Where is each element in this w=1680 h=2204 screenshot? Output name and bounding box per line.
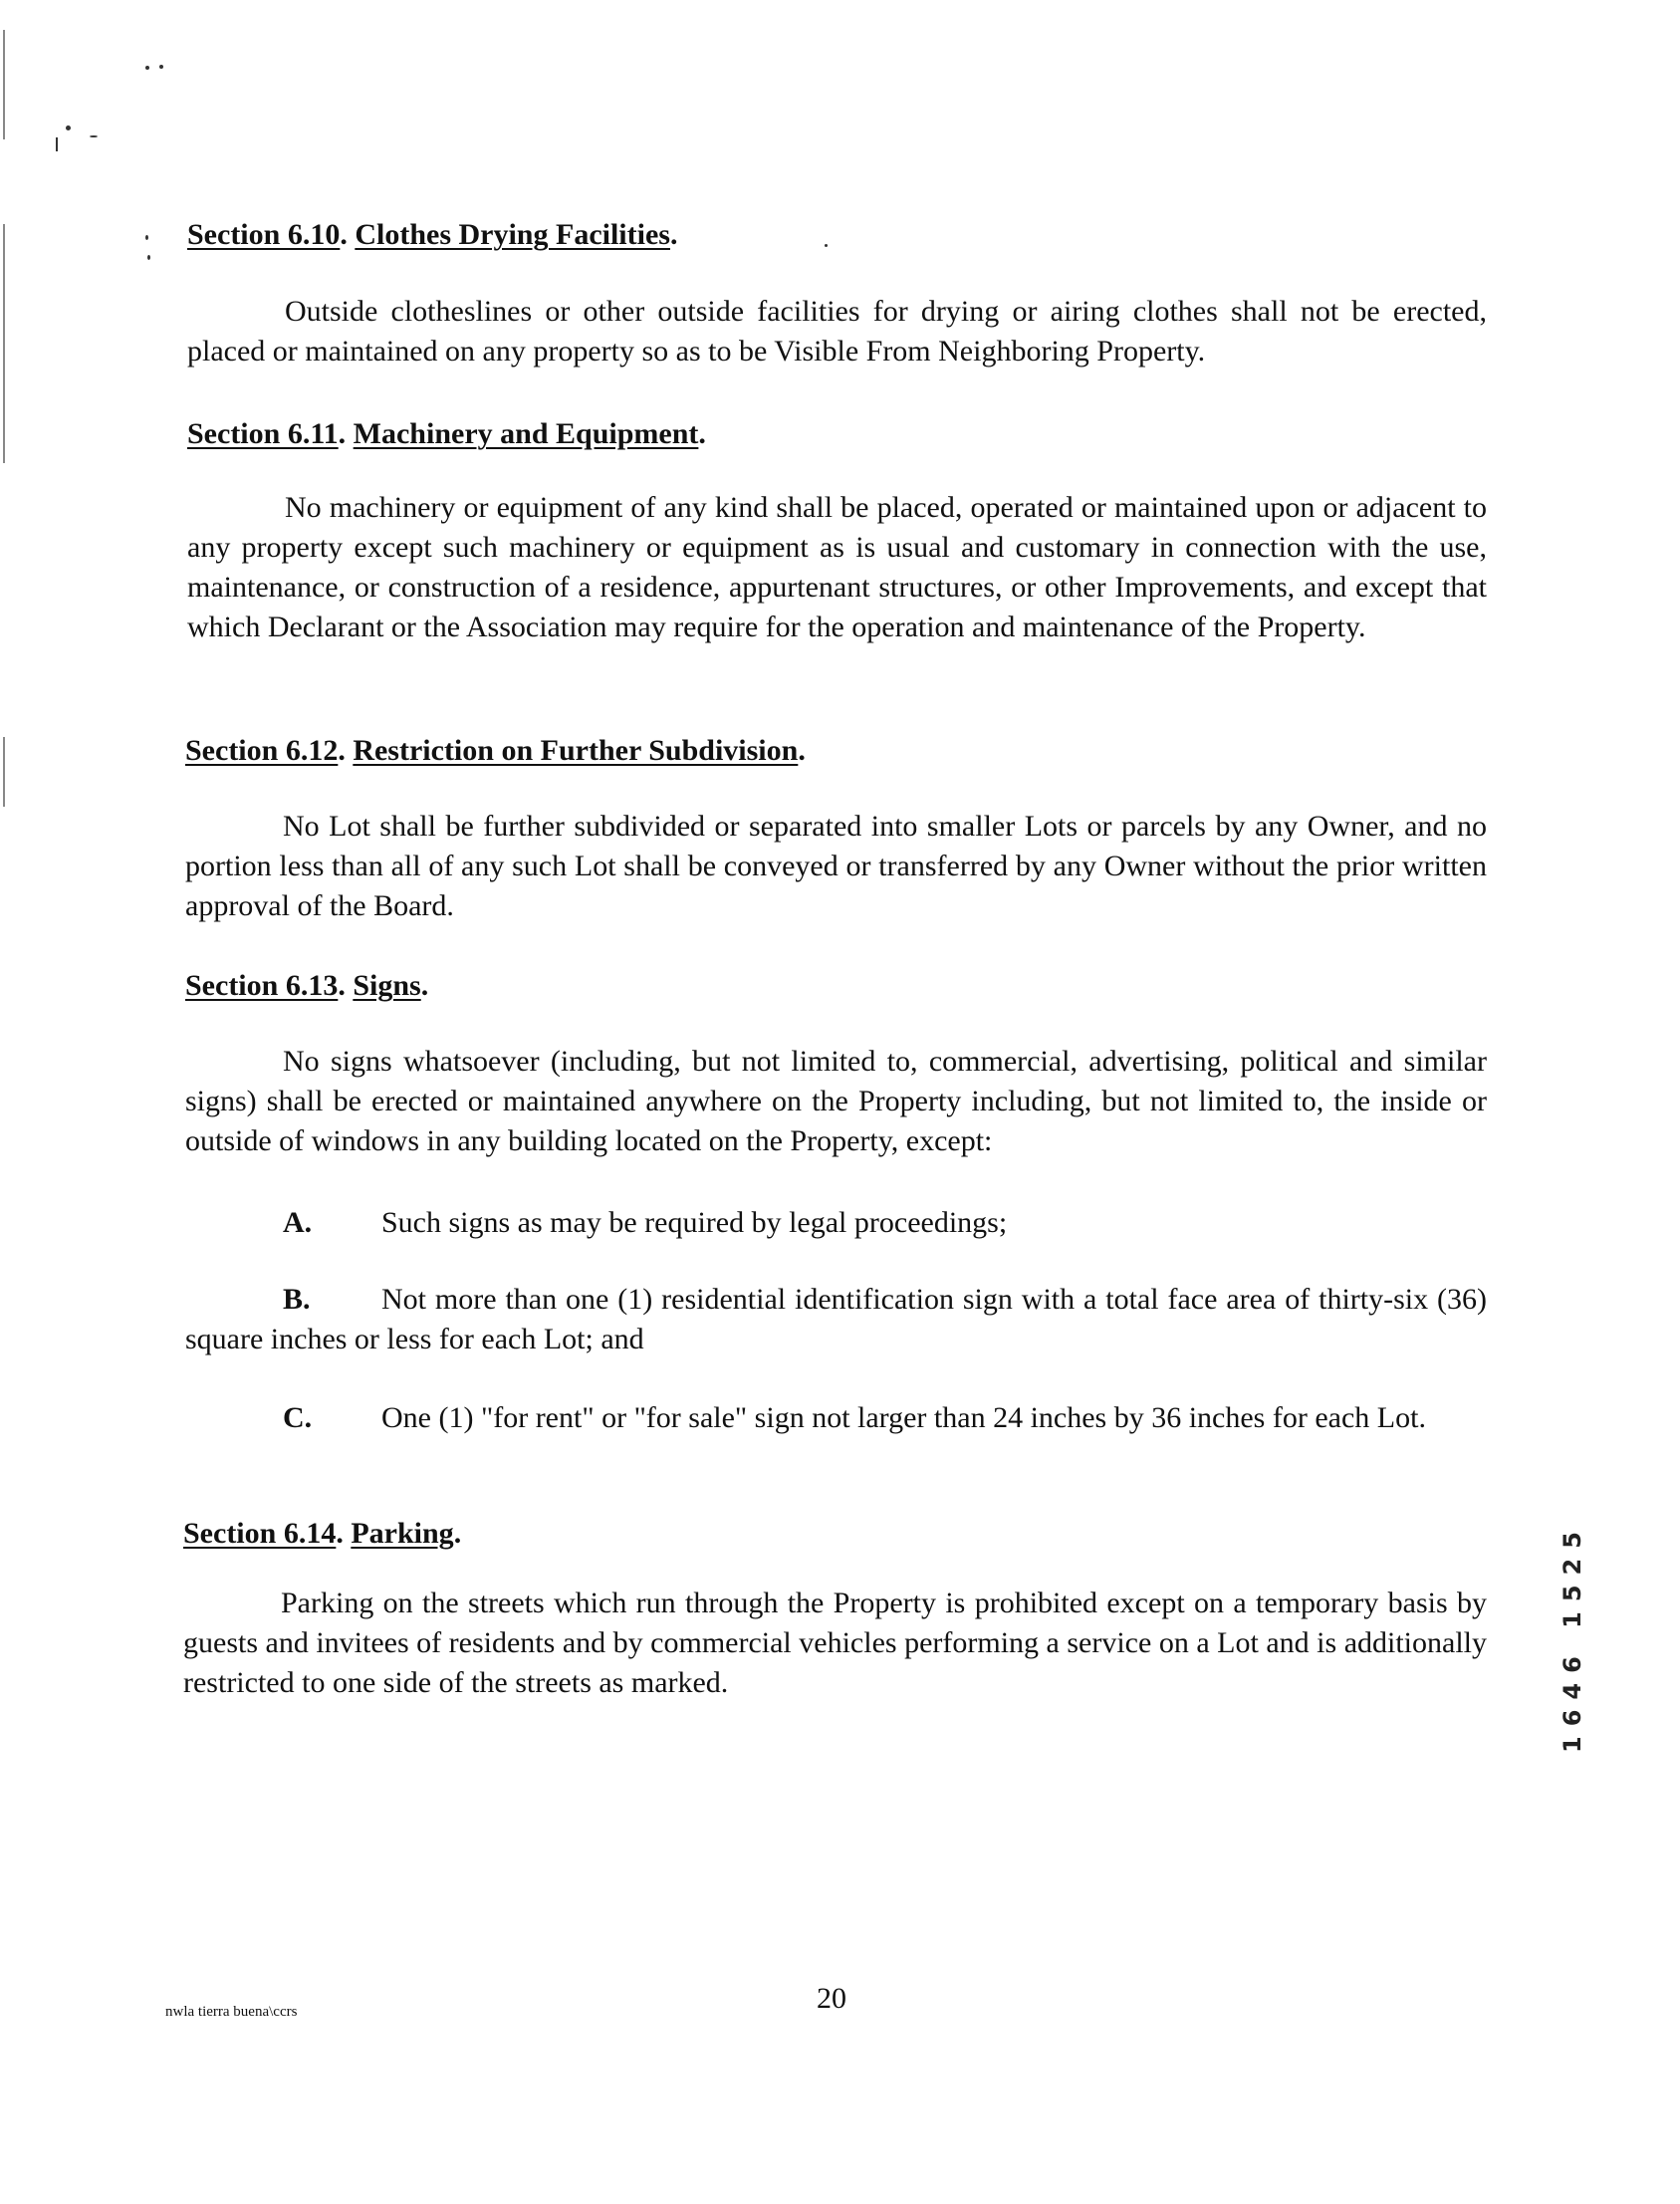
section-heading: Section 6.13. Signs. <box>185 969 429 1002</box>
scan-speck <box>90 135 98 137</box>
section-paragraph: No Lot shall be further subdivided or separated into smaller Lots or parcels by any Owner, and no portion less than all of any such Lot shall be conveyed or transferred by any Owner without the prior written approval of the Board. <box>185 810 1487 922</box>
list-item-text: Not more than one (1) residential identification sign with a total face area of thirty-six (36) square inches or less for each Lot; and <box>185 1283 1487 1355</box>
section-paragraph: Outside clotheslines or other outside facilities for drying or airing clothes shall not be erected, placed or maintained on any property so as to be Visible From Neighboring Property. <box>187 295 1487 367</box>
scan-margin-line <box>3 30 5 139</box>
scan-speck <box>145 235 148 240</box>
section-title: Machinery and Equipment <box>353 417 699 450</box>
recording-stamp: 1646 1525 <box>1559 1522 1586 1753</box>
section-number: Section 6.10 <box>187 218 341 251</box>
section-number: Section 6.13 <box>185 969 339 1002</box>
file-reference: nwla tierra buena\ccrs <box>165 2004 298 2020</box>
list-item <box>185 1398 1487 1438</box>
scan-speck <box>147 255 150 260</box>
section-heading: Section 6.14. Parking. <box>183 1517 462 1550</box>
scan-margin-line <box>3 224 5 463</box>
section-number: Section 6.11 <box>187 417 339 450</box>
list-item-letter: A. <box>283 1206 313 1239</box>
list-item-letter: B. <box>283 1283 311 1316</box>
section-heading: Section 6.12. Restriction on Further Subdivision. <box>185 734 806 767</box>
page-number: 20 <box>817 1982 846 2015</box>
section-heading: Section 6.10. Clothes Drying Facilities. <box>187 218 678 251</box>
list-item <box>283 1203 1487 1243</box>
list-item-letter: C. <box>283 1401 313 1434</box>
section-paragraph: No signs whatsoever (including, but not limited to, commercial, advertising, political and similar signs) shall be erected or maintained anywhere on the Property including, but not limited to, the inside or outside of windows in any building located on the Property, except: <box>185 1045 1487 1157</box>
list-item-text: Such signs as may be required by legal proceedings; <box>381 1206 1008 1239</box>
scan-speck <box>56 137 58 151</box>
section-number: Section 6.12 <box>185 734 339 767</box>
scan-speck <box>159 65 163 69</box>
scan-margin-line <box>3 737 5 807</box>
list-item-text: One (1) "for rent" or "for sale" sign not larger than 24 inches by 36 inches for each Lot. <box>381 1401 1426 1434</box>
section-title: Clothes Drying Facilities <box>355 218 670 251</box>
section-title: Parking <box>351 1517 454 1550</box>
section-paragraph: Parking on the streets which run through the Property is prohibited except on a temporary basis by guests and invitees of residents and by commercial vehicles performing a service on a Lot and is additionally restricted to one side of the streets as marked. <box>183 1587 1487 1699</box>
list-item <box>185 1280 1487 1359</box>
scan-speck <box>825 244 828 247</box>
section-number: Section 6.14 <box>183 1517 337 1550</box>
section-title: Signs <box>353 969 421 1002</box>
section-paragraph: No machinery or equipment of any kind shall be placed, operated or maintained upon or adjacent to any property except such machinery or equipment as is usual and customary in connection with the use, maintenance, or construction of a residence, appurtenant structures, or other Improvements, and except that which Declarant or the Association may require for the operation and maintenance of the Property. <box>187 491 1487 643</box>
scan-speck <box>66 125 71 130</box>
scan-speck <box>145 66 149 70</box>
section-heading: Section 6.11. Machinery and Equipment. <box>187 417 706 450</box>
section-title: Restriction on Further Subdivision <box>353 734 799 767</box>
